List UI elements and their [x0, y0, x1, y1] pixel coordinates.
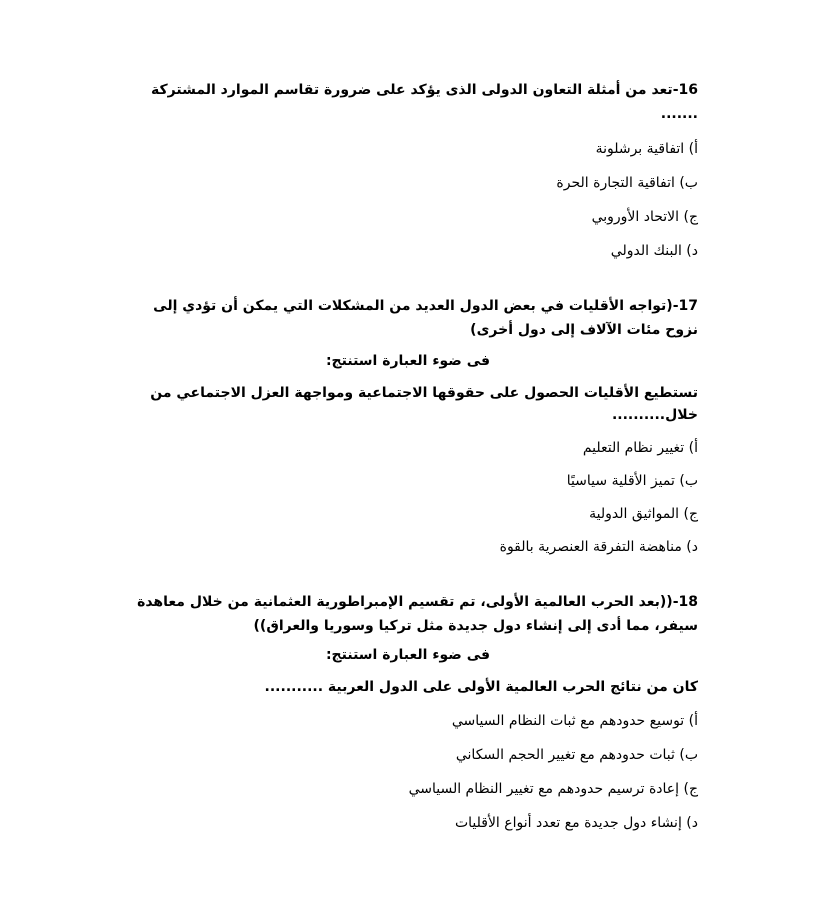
- question-stem: 17-(تواجه الأقليات في بعض الدول العديد من المشكلات التي يمكن أن تؤدي إلى نزوح مئات الآلاف إلى دول أخرى): [153, 298, 698, 338]
- question-prompt: تستطيع الأقليات الحصول على حقوقها الاجتماعية ومواجهة العزل الاجتماعي من خلال..........: [150, 385, 698, 423]
- question-prompt: كان من نتائج الحرب العالمية الأولى على الدول العربية ...........: [264, 679, 698, 695]
- question-instruction: فى ضوء العبارة استنتج:: [325, 647, 491, 663]
- answer-option-a: أ) توسيع حدودهم مع ثبات النظام السياسي: [451, 713, 698, 729]
- question-18: [118, 590, 698, 834]
- answer-option-c: ج) إعادة ترسيم حدودهم مع تغيير النظام السياسي: [408, 781, 698, 797]
- question-instruction: فى ضوء العبارة استنتج:: [325, 353, 491, 369]
- question-stem: 18-((بعد الحرب العالمية الأولى، تم تقسيم الإمبراطورية العثمانية من خلال معاهدة سيفر، مما أدى إلى إنشاء دول جديدة مثل تركيا وسوريا والعراق)): [137, 594, 698, 634]
- answer-option-b: ب) تميز الأقلية سياسيًا: [566, 473, 698, 489]
- question-stem: 16-تعد من أمثلة التعاون الدولى الذى يؤكد على ضرورة تقاسم الموارد المشتركة .......: [151, 82, 698, 122]
- answer-option-d: د) إنشاء دول جديدة مع تعدد أنواع الأقليات: [454, 815, 698, 831]
- answer-option-d: د) مناهضة التفرقة العنصرية بالقوة: [499, 539, 698, 555]
- answer-option-c: ج) المواثيق الدولية: [589, 506, 698, 522]
- answer-option-b: ب) ثبات حدودهم مع تغيير الحجم السكاني: [455, 747, 698, 763]
- question-17: [118, 294, 698, 558]
- answer-option-c: ج) الاتحاد الأوروبي: [591, 209, 698, 225]
- answer-option-a: أ) تغيير نظام التعليم: [582, 440, 698, 456]
- answer-option-b: ب) اتفاقية التجارة الحرة: [556, 175, 698, 191]
- question-16: [138, 78, 698, 262]
- answer-option-d: د) البنك الدولي: [610, 243, 698, 259]
- answer-option-a: أ) اتفاقية برشلونة: [595, 141, 698, 157]
